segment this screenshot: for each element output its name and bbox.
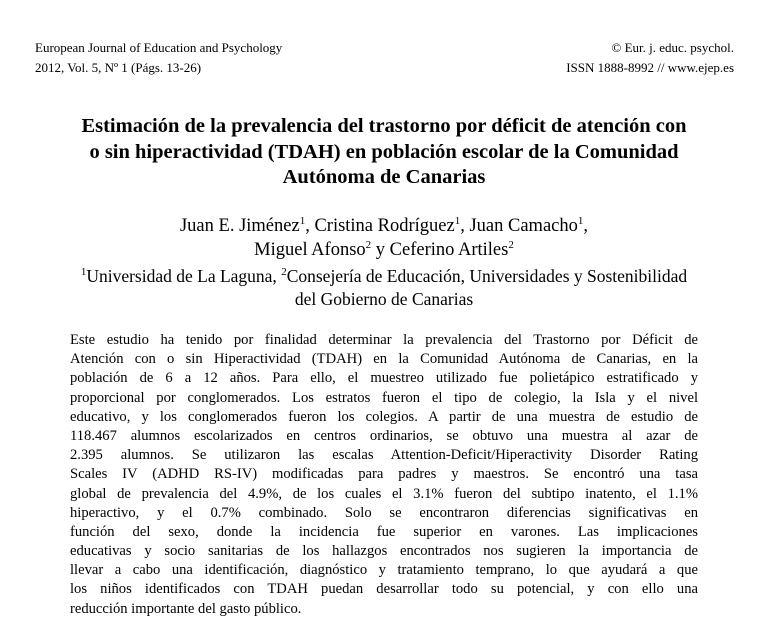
paper-title	[20, 114, 748, 191]
author-line	[0, 238, 768, 262]
abstract-line: 118.467 alumnos escolarizados en centros ordinarios, se obtuvo una muestra al azar de	[70, 427, 698, 444]
author-affiliation-marker: 2	[365, 239, 372, 251]
title-line: o sin hiperactividad (TDAH) en población escolar de la Comunidad	[89, 140, 679, 163]
author-name: Juan Camacho	[469, 216, 578, 236]
author-line	[0, 214, 768, 238]
abstract-line: población de 6 a 12 años. Para ello, el muestreo utilizado fue polietápico estratificado y	[70, 370, 698, 387]
title-line: Autónoma de Canarias	[282, 166, 486, 188]
author-conjunction: y	[371, 240, 390, 260]
author-name: Juan E. Jiménez	[179, 216, 300, 236]
author-separator: ,	[460, 216, 470, 236]
abstract-line: educativo, y los conglomerados fueron los colegios. A partir de una muestra de estudio de	[70, 408, 698, 425]
author-name: Cristina Rodríguez	[314, 216, 455, 236]
journal-header-left	[35, 38, 282, 78]
affiliation-text: Universidad de La Laguna,	[86, 266, 282, 286]
author-separator: ,	[583, 216, 588, 236]
journal-header-right	[566, 38, 734, 78]
abstract-line: hiperactivo, y el 0.7% combinado. Solo se encontraron diferencias significativas en	[70, 504, 698, 521]
journal-issn: ISSN 1888-8992 // www.ejep.es	[566, 60, 734, 75]
abstract-line: Scales IV (ADHD RS-IV) modificadas para padres y maestros. Se encontró una tasa	[70, 466, 698, 483]
abstract-line: función del sexo, donde la incidencia fue superior en varones. Las implicaciones	[70, 523, 698, 540]
author-name: Miguel Afonso	[254, 240, 366, 260]
author-separator: ,	[305, 216, 315, 236]
journal-volume: 2012, Vol. 5, Nº 1 (Págs. 13-26)	[35, 60, 202, 75]
affiliation-text: Consejería de Educación, Universidades y Sostenibilidad	[286, 266, 688, 286]
author-affiliation-marker: 1	[299, 215, 306, 227]
author-name: Ceferino Artiles	[389, 240, 509, 260]
abstract-line: proporcional por conglomerados. Los estratos fueron el tipo de colegio, la Isla y el nivel	[70, 389, 698, 406]
journal-name: European Journal of Education and Psychology	[35, 40, 283, 55]
affiliation-line	[0, 265, 768, 288]
affiliation-marker: 2	[281, 266, 287, 278]
abstract-line: educativas y socio sanitarias de los hallazgos encontrados nos sugieren la importancia de	[70, 543, 698, 560]
author-list	[0, 214, 768, 262]
abstract-line: global de prevalencia del 4.9%, de los cuales el 3.1% fueron del subtipo inatento, el 1.1%	[70, 485, 698, 502]
journal-copyright: © Eur. j. educ. psychol.	[611, 40, 734, 55]
title-line: Estimación de la prevalencia del trastorno por déficit de atención con	[81, 115, 687, 137]
author-affiliation-marker: 1	[577, 215, 584, 227]
affiliation-line: del Gobierno de Canarias	[294, 289, 474, 309]
affiliation-marker: 1	[80, 266, 87, 278]
abstract-line: llevar a cabo una identificación, diagnóstico y tratamiento temprano, lo que ayudará a que	[70, 562, 698, 579]
abstract-line: los niños identificados con TDAH puedan desarrollar todo su potencial, y con ello una	[70, 581, 698, 598]
abstract-line: 2.395 alumnos. Se utilizaron las escalas Attention-Deficit/Hiperactivity Disorder Rating	[70, 447, 698, 464]
author-affiliation-marker: 2	[508, 239, 514, 251]
author-affiliation-marker: 1	[454, 215, 461, 227]
affiliations	[0, 265, 768, 311]
abstract-line: Atención con o sin Hiperactividad (TDAH) en la Comunidad Autónoma de Canarias, en la	[70, 351, 698, 368]
abstract-line: reducción importante del gasto público.	[70, 600, 302, 617]
abstract-line: Este estudio ha tenido por finalidad determinar la prevalencia del Trastorno por Déficit de	[70, 332, 698, 348]
abstract	[70, 331, 698, 619]
